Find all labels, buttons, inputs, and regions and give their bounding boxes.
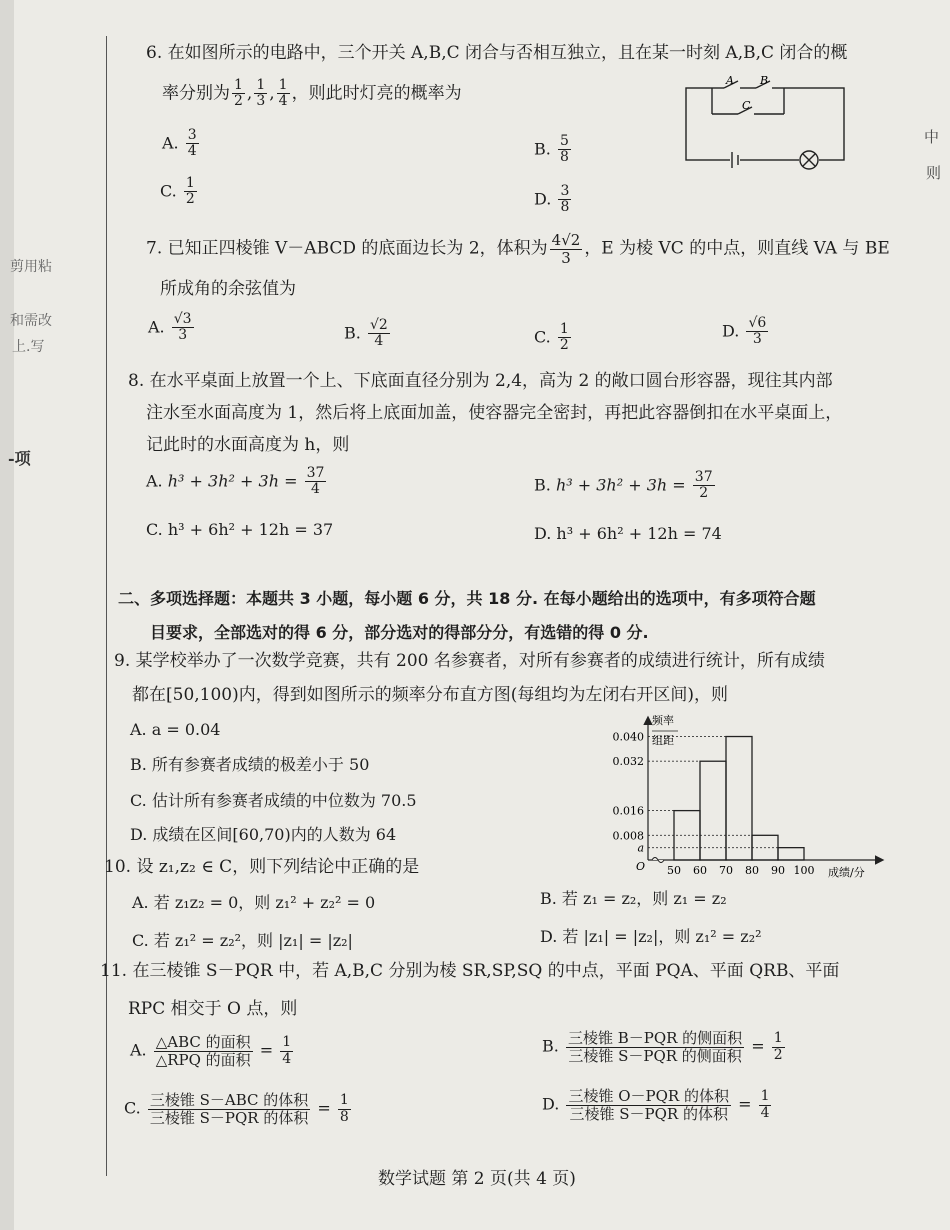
label-b: B [760, 74, 769, 87]
q8-stem-line3: 记此时的水面高度为 h，则 [146, 435, 350, 455]
margin-fragment: 剪用粘 [10, 259, 52, 275]
q11-option-c: C. $\frac{\text{三棱锥 S－ABC 的体积}}{\text{三棱锥 S－PQR 的体积}}$ = $\frac{1}{8}$ [124, 1091, 349, 1127]
q10-option-a: A. 若 z₁z₂ = 0，则 z₁² + z₂² = 0 [132, 893, 376, 912]
histogram-bar [700, 761, 726, 860]
q7-option-a: A. $\frac{√3}{3}$ [148, 311, 192, 344]
margin-fragment: 上.写 [12, 339, 45, 355]
q8-option-c: C. h³ + 6h² + 12h = 37 [146, 520, 334, 539]
q11-stem-line2: RPC 相交于 O 点，则 [128, 999, 298, 1019]
margin-fragment: -项 [8, 449, 31, 468]
margin-fragment: 则 [926, 164, 942, 182]
q6-option-d: D. $\frac{3}{8}$ [534, 183, 570, 216]
q10-option-b: B. 若 z₁ = z₂，则 z₁ = z₂ [540, 889, 727, 908]
q7-option-b: B. $\frac{√2}{4}$ [344, 317, 388, 350]
q7-option-c: C. $\frac{1}{2}$ [534, 321, 569, 354]
q10-option-c: C. 若 z₁² = z₂²，则 |z₁| = |z₂| [132, 931, 353, 950]
y-tick-label: 0.016 [612, 804, 644, 818]
q8-stem-line2: 注水至水面高度为 1，然后将上底面加盖，使容器完全密封，再把此容器倒扣在水平桌面上， [146, 403, 843, 423]
q7-option-d: D. $\frac{√6}{3}$ [722, 315, 767, 348]
q11-option-d: D. $\frac{\text{三棱锥 O－PQR 的体积}}{\text{三棱锥 S－PQR 的体积}}$ = $\frac{1}{4}$ [542, 1087, 770, 1123]
y-tick-label: a [637, 841, 644, 855]
q6-option-a: A. $\frac{3}{4}$ [162, 127, 197, 160]
q10-option-d: D. 若 |z₁| = |z₂|，则 z₁² = z₂² [540, 927, 762, 946]
q6-stem-line2: 率分别为 $\frac{1}{2}$ , $\frac{1}{3}$ , $\frac{1}{4}$ ，则此时灯亮的概率为 [162, 77, 462, 110]
q6-prob-c: $\frac{1}{4}$ [278, 77, 288, 110]
q11-option-a: A. $\frac{\text{△ABC 的面积}}{\text{△RPQ 的面积}}$ = $\frac{1}{4}$ [130, 1033, 292, 1069]
binding-line [106, 36, 107, 1176]
q7-stem-line2: 所成角的余弦值为 [160, 279, 296, 299]
histogram-bar [778, 848, 804, 860]
margin-fragment: 中 [924, 128, 940, 146]
y-tick-label: 0.032 [612, 755, 644, 769]
q6-prefix: 率分别为 [162, 83, 230, 104]
y-axis-label-bottom: 组距 [652, 734, 674, 747]
margin-fragment: 和需改 [10, 313, 52, 329]
q6-suffix: ，则此时灯亮的概率为 [291, 83, 462, 104]
axis-break-icon [652, 858, 664, 863]
q6-option-c: C. $\frac{1}{2}$ [160, 175, 195, 208]
q11-option-b: B. $\frac{\text{三棱锥 B－PQR 的侧面积}}{\text{三棱锥 S－PQR 的侧面积}}$ = $\frac{1}{2}$ [542, 1029, 783, 1065]
q8-option-a: A. h³ + 3h² + 3h = $\frac{37}{4}$ [146, 465, 325, 498]
q6-stem-line1: 6. 在如图所示的电路中，三个开关 A,B,C 闭合与否相互独立，且在某一时刻 A,B,C 闭合的概 [146, 43, 848, 63]
x-tick-label: 100 [793, 864, 815, 877]
q10-stem: 10. 设 z₁,z₂ ∈ C，则下列结论中正确的是 [104, 857, 420, 877]
x-tick-label: 80 [745, 864, 759, 877]
x-tick-label: 90 [771, 864, 785, 877]
q9-stem-line2: 都在[50,100)内，得到如图所示的频率分布直方图(每组均为左闭右开区间)，则 [132, 685, 729, 705]
label-a: A [726, 74, 734, 87]
circuit-diagram [676, 74, 852, 180]
x-tick-label: 50 [667, 864, 681, 877]
q9-option-d: D. 成绩在区间[60,70)内的人数为 64 [130, 825, 397, 844]
q9-option-a: A. a = 0.04 [130, 720, 221, 739]
q8-option-b: B. h³ + 3h² + 3h = $\frac{37}{2}$ [534, 469, 713, 502]
q8-stem-line1: 8. 在水平桌面上放置一个上、下底面直径分别为 2,4，高为 2 的敞口圆台形容器，现往其内部 [128, 371, 833, 391]
q9-option-b: B. 所有参赛者成绩的极差小于 50 [130, 755, 370, 774]
x-tick-label: 70 [719, 864, 733, 877]
x-axis-label: 成绩/分 [828, 866, 865, 879]
q6-option-b: B. $\frac{5}{8}$ [534, 133, 569, 166]
q7-volume: $\frac{4√2}{3}$ [551, 231, 581, 267]
q8-option-d: D. h³ + 6h² + 12h = 74 [534, 524, 722, 543]
q7-stem-line1: 7. 已知正四棱锥 V－ABCD 的底面边长为 2，体积为 $\frac{4√2}{3}$ ，E 为棱 VC 的中点，则直线 VA 与 BE [146, 231, 890, 267]
q9-option-c: C. 估计所有参赛者成绩的中位数为 70.5 [130, 791, 417, 810]
label-c: C [742, 99, 751, 112]
page-footer: 数学试题 第 2 页(共 4 页) [378, 1169, 576, 1189]
y-tick-label: 0.008 [612, 829, 644, 843]
section2-heading-line1: 二、多项选择题：本题共 3 小题，每小题 6 分，共 18 分. 在每小题给出的选项中，有多项符合题 [118, 589, 816, 608]
origin-label: O [636, 860, 646, 873]
histogram-bar [726, 737, 752, 860]
section2-heading-line2: 目要求，全部选对的得 6 分，部分选对的得部分分，有选错的得 0 分. [150, 623, 649, 642]
q6-prob-b: $\frac{1}{3}$ [256, 77, 266, 110]
y-axis-label-top: 频率 [652, 714, 674, 727]
frequency-histogram [600, 712, 890, 884]
q11-stem-line1: 11. 在三棱锥 S－PQR 中，若 A,B,C 分别为棱 SR,SP,SQ 的中点，平面 PQA、平面 QRB、平面 [100, 961, 840, 981]
q6-prob-a: $\frac{1}{2}$ [234, 77, 243, 110]
x-tick-label: 60 [693, 864, 707, 877]
q9-stem-line1: 9. 某学校举办了一次数学竞赛，共有 200 名参赛者，对所有参赛者的成绩进行统计，所有成绩 [114, 651, 825, 671]
y-tick-label: 0.040 [612, 730, 644, 744]
